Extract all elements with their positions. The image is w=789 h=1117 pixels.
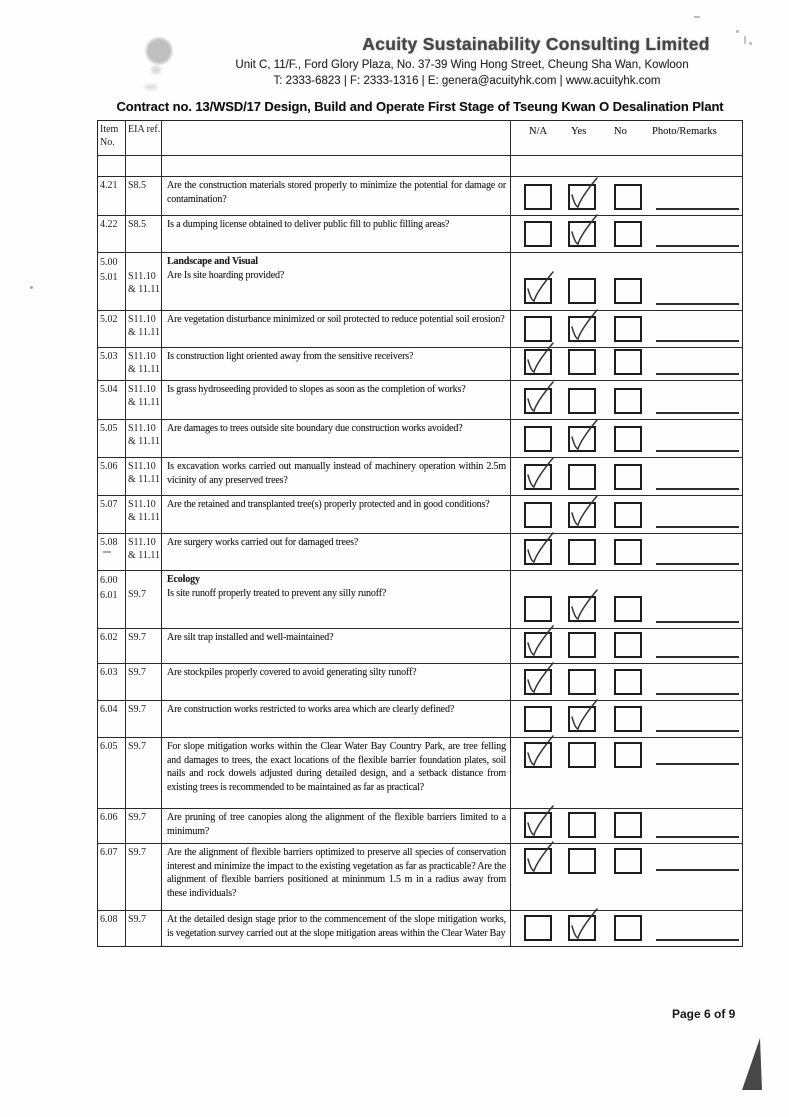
remarks-line bbox=[656, 763, 739, 765]
table-row bbox=[98, 738, 742, 809]
question-text: Ecology Is site runoff properly treated to prevent any silly runoff? bbox=[162, 571, 511, 628]
table-row bbox=[98, 420, 742, 458]
scan-speck bbox=[30, 286, 33, 289]
item-number: 5.08 bbox=[98, 534, 126, 570]
answer-cell bbox=[511, 458, 742, 495]
eia-ref: S8.5 bbox=[126, 216, 162, 252]
table-row bbox=[98, 629, 742, 664]
yes-checkbox bbox=[568, 426, 596, 452]
question-text: Are vegetation disturbance minimized or soil protected to reduce potential soil erosion? bbox=[162, 311, 511, 347]
remarks-header: Photo/Remarks bbox=[652, 126, 717, 137]
yes-checkbox bbox=[568, 316, 596, 342]
item-number: 5.03 bbox=[98, 348, 126, 380]
scan-speck bbox=[397, 318, 400, 321]
remarks-line bbox=[656, 303, 739, 305]
answer-cell bbox=[511, 629, 742, 663]
na-checkbox bbox=[524, 349, 552, 375]
check-mark bbox=[567, 417, 600, 454]
check-mark bbox=[567, 307, 600, 344]
eia-ref: S9.7 bbox=[126, 911, 162, 946]
table-row bbox=[98, 844, 742, 911]
no-checkbox bbox=[614, 221, 642, 247]
no-checkbox bbox=[614, 502, 642, 528]
check-mark bbox=[567, 587, 600, 624]
question-text: Are stockpiles properly covered to avoid generating silty runoff? bbox=[162, 664, 511, 700]
no-checkbox bbox=[614, 669, 642, 695]
answer-cell bbox=[511, 348, 742, 380]
yes-checkbox bbox=[568, 184, 596, 210]
na-checkbox bbox=[524, 539, 552, 565]
answer-cell bbox=[511, 809, 742, 843]
yes-checkbox bbox=[568, 464, 596, 490]
answer-cell bbox=[511, 216, 742, 252]
yes-header: Yes bbox=[571, 126, 587, 137]
table-row bbox=[98, 911, 742, 946]
check-mark bbox=[567, 697, 600, 734]
na-checkbox bbox=[524, 278, 552, 304]
yes-checkbox bbox=[568, 632, 596, 658]
yes-checkbox bbox=[568, 278, 596, 304]
eia-ref: S11.10 & 11.11 bbox=[126, 381, 162, 419]
scan-speck bbox=[749, 42, 752, 45]
eia-ref: S11.10 & 11.11 bbox=[126, 458, 162, 495]
item-column-header bbox=[98, 121, 126, 155]
remarks-line bbox=[656, 656, 739, 658]
answer-cell bbox=[511, 701, 742, 737]
scan-speck bbox=[736, 30, 739, 33]
remarks-line bbox=[656, 563, 739, 565]
table-header-row bbox=[98, 121, 742, 156]
eia-ref: S11.10 & 11.11 bbox=[126, 496, 162, 533]
na-header: N/A bbox=[529, 126, 548, 137]
answer-cell bbox=[511, 844, 742, 910]
logo-smudge bbox=[151, 66, 161, 74]
question-text: Are surgery works carried out for damaged trees? bbox=[162, 534, 511, 570]
table-row bbox=[98, 496, 742, 534]
table-row bbox=[98, 701, 742, 738]
eia-column-header: EIA ref. bbox=[126, 121, 162, 155]
table-row bbox=[98, 458, 742, 496]
item-number: 6.02 bbox=[98, 629, 126, 663]
eia-ref: S9.7 bbox=[126, 844, 162, 910]
remarks-line bbox=[656, 340, 739, 342]
na-checkbox bbox=[524, 632, 552, 658]
check-mark bbox=[567, 493, 600, 530]
remarks-line bbox=[656, 412, 739, 414]
remarks-line bbox=[656, 373, 739, 375]
check-mark bbox=[523, 623, 556, 660]
answer-cell bbox=[511, 664, 742, 700]
no-checkbox bbox=[614, 316, 642, 342]
check-mark bbox=[523, 733, 556, 770]
na-checkbox bbox=[524, 848, 552, 874]
question-text: For slope mitigation works within the Clear Water Bay Country Park, are tree felling and damages to trees, the exact locations of the flexible barrier foundation plates, soil nails and rock dowels adjusted during detailed design, and a setback distance from existing trees is recommended to be maintained as far as practical? bbox=[162, 738, 511, 808]
na-checkbox bbox=[524, 596, 552, 622]
item-header-line2: No. bbox=[100, 137, 115, 148]
table-row bbox=[98, 177, 742, 216]
no-checkbox bbox=[614, 278, 642, 304]
na-checkbox bbox=[524, 502, 552, 528]
remarks-line bbox=[656, 693, 739, 695]
na-checkbox bbox=[524, 316, 552, 342]
answer-cell bbox=[511, 381, 742, 419]
answer-cell bbox=[511, 738, 742, 808]
yes-checkbox bbox=[568, 221, 596, 247]
answer-cell bbox=[511, 534, 742, 570]
remarks-line bbox=[656, 621, 739, 623]
remarks-line bbox=[656, 836, 739, 838]
check-mark bbox=[567, 906, 600, 943]
yes-checkbox bbox=[568, 669, 596, 695]
eia-ref: S11.10 & 11.11 bbox=[126, 253, 162, 310]
no-checkbox bbox=[614, 915, 642, 941]
no-checkbox bbox=[614, 706, 642, 732]
company-contact: T: 2333-6823 | F: 2333-1316 | E: genera@acuityhk.com | www.acuityhk.com bbox=[273, 75, 661, 87]
eia-ref: S11.10 & 11.11 bbox=[126, 348, 162, 380]
spacer-row bbox=[98, 156, 742, 177]
question-text: Is a dumping license obtained to deliver public fill to public filling areas? bbox=[162, 216, 511, 252]
remarks-line bbox=[656, 488, 739, 490]
table-row bbox=[98, 311, 742, 348]
eia-ref: S9.7 bbox=[126, 664, 162, 700]
check-mark bbox=[523, 379, 556, 416]
no-checkbox bbox=[614, 812, 642, 838]
yes-checkbox bbox=[568, 502, 596, 528]
na-checkbox bbox=[524, 812, 552, 838]
table-row bbox=[98, 809, 742, 844]
no-checkbox bbox=[614, 388, 642, 414]
remarks-line bbox=[656, 730, 739, 732]
remarks-line bbox=[656, 245, 739, 247]
answer-cell bbox=[511, 253, 742, 310]
item-number: 6.03 bbox=[98, 664, 126, 700]
check-mark bbox=[523, 530, 556, 567]
company-address: Unit C, 11/F., Ford Glory Plaza, No. 37-39 Wing Hong Street, Cheung Sha Wan, Kowloon bbox=[235, 59, 689, 71]
check-mark bbox=[523, 803, 556, 840]
na-checkbox bbox=[524, 426, 552, 452]
table-row bbox=[98, 571, 742, 629]
item-number: 5.02 bbox=[98, 311, 126, 347]
table-row bbox=[98, 216, 742, 253]
na-checkbox bbox=[524, 669, 552, 695]
stray-pen-dash bbox=[103, 551, 111, 553]
table-row bbox=[98, 381, 742, 420]
item-number: 6.05 bbox=[98, 738, 126, 808]
item-number: 4.21 bbox=[98, 177, 126, 215]
eia-ref: S8.5 bbox=[126, 177, 162, 215]
item-number: 5.04 bbox=[98, 381, 126, 419]
no-header: No bbox=[614, 126, 627, 137]
answer-cell bbox=[511, 311, 742, 347]
answer-cell bbox=[511, 420, 742, 457]
check-mark bbox=[523, 455, 556, 492]
question-text: Is construction light oriented away from the sensitive receivers? bbox=[162, 348, 511, 380]
item-number: 5.07 bbox=[98, 496, 126, 533]
yes-checkbox bbox=[568, 539, 596, 565]
item-number: 4.22 bbox=[98, 216, 126, 252]
eia-ref: S11.10 & 11.11 bbox=[126, 534, 162, 570]
question-text: Are construction works restricted to works area which are clearly defined? bbox=[162, 701, 511, 737]
page-corner-fold bbox=[742, 1038, 762, 1090]
check-mark bbox=[523, 660, 556, 697]
na-checkbox bbox=[524, 388, 552, 414]
na-checkbox bbox=[524, 915, 552, 941]
no-checkbox bbox=[614, 349, 642, 375]
yes-checkbox bbox=[568, 349, 596, 375]
remarks-line bbox=[656, 208, 739, 210]
item-number: 6.07 bbox=[98, 844, 126, 910]
no-checkbox bbox=[614, 742, 642, 768]
na-checkbox bbox=[524, 742, 552, 768]
item-number: 5.00 5.01 bbox=[98, 253, 126, 310]
item-number: 6.06 bbox=[98, 809, 126, 843]
section-title: Ecology bbox=[167, 574, 200, 585]
check-mark bbox=[523, 269, 556, 306]
question-text: Are the construction materials stored properly to minimize the potential for damage or contamination? bbox=[162, 177, 511, 215]
item-number: 5.05 bbox=[98, 420, 126, 457]
check-mark bbox=[523, 839, 556, 876]
logo-smudge bbox=[144, 84, 158, 90]
contract-title: Contract no. 13/WSD/17 Design, Build and Operate First Stage of Tseung Kwan O Desalination Plant bbox=[116, 99, 724, 114]
question-text: Is excavation works carried out manually instead of machinery operation within 2.5m vicinity of any preserved trees? bbox=[162, 458, 511, 495]
eia-ref: S9.7 bbox=[126, 809, 162, 843]
eia-ref: S9.7 bbox=[126, 571, 162, 628]
table-row bbox=[98, 534, 742, 571]
company-name: Acuity Sustainability Consulting Limited bbox=[362, 34, 710, 54]
table-row bbox=[98, 253, 742, 311]
na-checkbox bbox=[524, 464, 552, 490]
answer-cell bbox=[511, 911, 742, 946]
answer-cell bbox=[511, 177, 742, 215]
eia-ref: S9.7 bbox=[126, 629, 162, 663]
no-checkbox bbox=[614, 184, 642, 210]
no-checkbox bbox=[614, 464, 642, 490]
na-checkbox bbox=[524, 184, 552, 210]
eia-ref: S9.7 bbox=[126, 738, 162, 808]
na-checkbox bbox=[524, 221, 552, 247]
item-number: 6.00 6.01 bbox=[98, 571, 126, 628]
company-logo bbox=[146, 38, 172, 64]
remarks-line bbox=[656, 450, 739, 452]
item-number: 6.08 bbox=[98, 911, 126, 946]
yes-checkbox bbox=[568, 706, 596, 732]
yes-checkbox bbox=[568, 596, 596, 622]
answer-cell bbox=[511, 571, 742, 628]
answer-column-header bbox=[511, 121, 742, 155]
answer-cell bbox=[511, 496, 742, 533]
eia-ref: S11.10 & 11.11 bbox=[126, 420, 162, 457]
question-text: Are silt trap installed and well-maintained? bbox=[162, 629, 511, 663]
table-row bbox=[98, 664, 742, 701]
eia-ref: S9.7 bbox=[126, 701, 162, 737]
check-mark bbox=[567, 175, 600, 212]
question-text: At the detailed design stage prior to the commencement of the slope mitigation works, is vegetation survey carried out at the slope mitigation areas within the Clear Water Bay bbox=[162, 911, 511, 946]
page-number: Page 6 of 9 bbox=[672, 1007, 736, 1021]
question-text: Are the alignment of flexible barriers optimized to preserve all species of conservation interest and minimize the impact to the existing vegetation as far as practicable? Are the alignment of flexible barriers positioned at mininmum 1.5 m in a radius away from these individuals? bbox=[162, 844, 511, 910]
no-checkbox bbox=[614, 539, 642, 565]
check-mark bbox=[567, 212, 600, 249]
yes-checkbox bbox=[568, 742, 596, 768]
yes-checkbox bbox=[568, 848, 596, 874]
no-checkbox bbox=[614, 426, 642, 452]
remarks-line bbox=[656, 869, 739, 871]
remarks-line bbox=[656, 526, 739, 528]
checklist-table bbox=[97, 120, 743, 947]
remarks-line bbox=[656, 939, 739, 941]
item-number: 5.06 bbox=[98, 458, 126, 495]
question-column-header bbox=[162, 121, 511, 155]
question-text: Is grass hydroseeding provided to slopes as soon as the completion of works? bbox=[162, 381, 511, 419]
yes-checkbox bbox=[568, 388, 596, 414]
yes-checkbox bbox=[568, 812, 596, 838]
no-checkbox bbox=[614, 848, 642, 874]
no-checkbox bbox=[614, 632, 642, 658]
no-checkbox bbox=[614, 596, 642, 622]
table-row bbox=[98, 348, 742, 381]
question-text: Are the retained and transplanted tree(s) properly protected and in good conditions? bbox=[162, 496, 511, 533]
question-text: Are pruning of tree canopies along the alignment of the flexible barriers limited to a minimum? bbox=[162, 809, 511, 843]
yes-checkbox bbox=[568, 915, 596, 941]
item-header-line1: Item bbox=[100, 124, 119, 135]
question-text: Landscape and Visual Are Is site hoarding provided? bbox=[162, 253, 511, 310]
scan-speck bbox=[744, 36, 746, 44]
question-text: Are damages to trees outside site boundary due construction works avoided? bbox=[162, 420, 511, 457]
eia-ref: S11.10 & 11.11 bbox=[126, 311, 162, 347]
section-title: Landscape and Visual bbox=[167, 256, 258, 267]
item-number: 6.04 bbox=[98, 701, 126, 737]
na-checkbox bbox=[524, 706, 552, 732]
scan-speck bbox=[694, 16, 700, 18]
